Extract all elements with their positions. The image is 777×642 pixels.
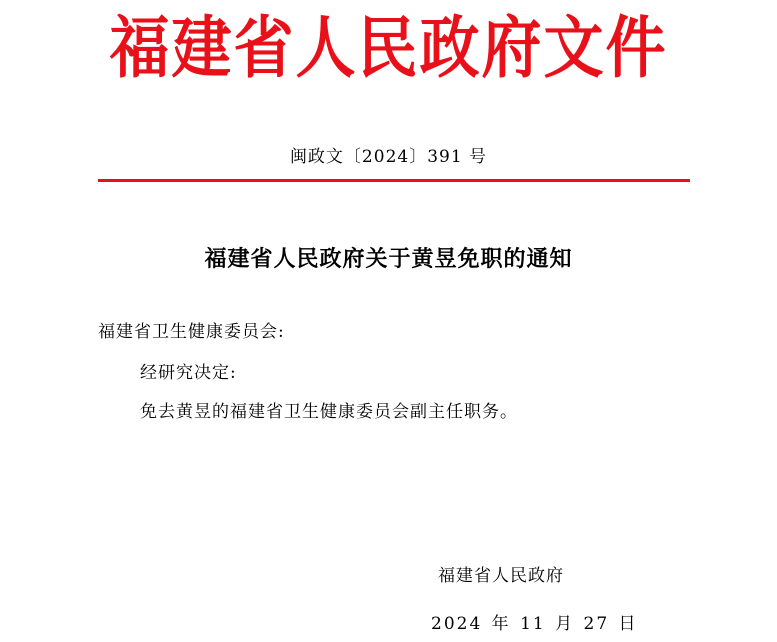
body-paragraph-2: 免去黄昱的福建省卫生健康委员会副主任职务。 [140, 402, 518, 422]
issuing-authority: 福建省人民政府 [438, 566, 564, 586]
addressee: 福建省卫生健康委员会: [98, 322, 285, 342]
masthead-title: 福建省人民政府文件 [109, 9, 668, 89]
issue-date: 2024 年 11 月 27 日 [431, 614, 638, 634]
red-divider-rule [98, 179, 690, 182]
document-number: 闽政文〔2024〕391 号 [289, 147, 488, 167]
body-paragraph-1: 经研究决定: [140, 363, 237, 383]
notice-title: 福建省人民政府关于黄昱免职的通知 [204, 246, 573, 272]
